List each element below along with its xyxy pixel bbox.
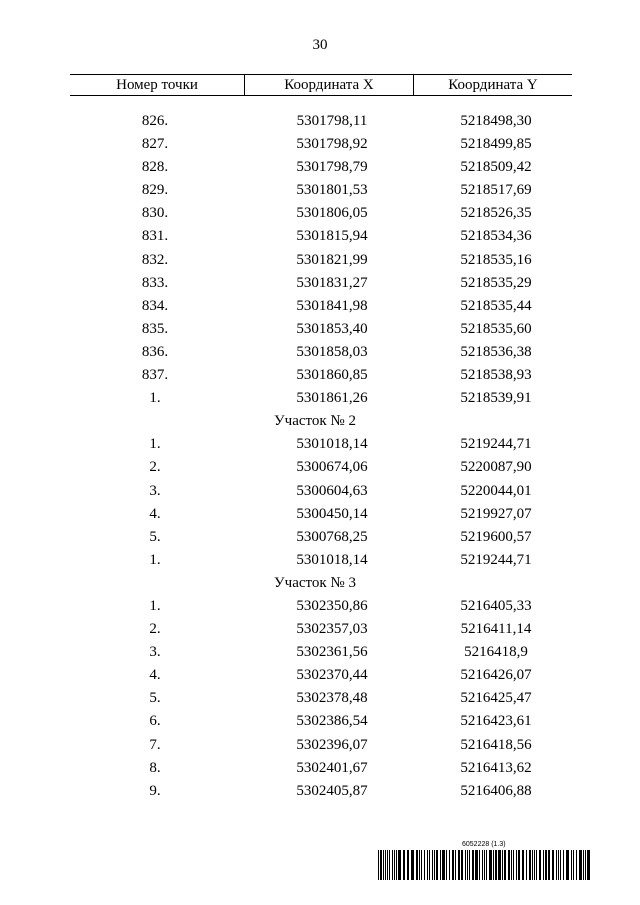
table-row (70, 595, 572, 618)
point-number-cell: 833. (141, 274, 169, 291)
coordinate-y-cell: 5216413,62 (460, 759, 532, 776)
coordinate-x-cell: 5301806,05 (296, 205, 368, 222)
table-row (70, 133, 572, 156)
coordinate-x-cell: 5302378,48 (296, 690, 368, 707)
point-number-cell: 5. (149, 528, 161, 545)
coordinate-x-cell: 5301858,03 (296, 343, 368, 360)
coordinate-y-cell: 5218498,30 (460, 113, 532, 129)
coordinate-y-cell: 5220087,90 (460, 459, 532, 476)
coordinate-x-cell: 5301018,14 (296, 436, 368, 453)
coordinate-y-cell: 5218499,85 (460, 136, 532, 153)
coordinate-x-cell: 5301798,92 (296, 136, 368, 153)
coordinate-y-cell: 5218509,42 (460, 159, 532, 176)
point-number-cell: 1. (149, 597, 161, 614)
barcode-block (378, 841, 590, 881)
coordinate-y-cell: 5218534,36 (460, 228, 532, 245)
coordinate-x-cell: 5302386,54 (296, 713, 368, 730)
header-point-number: Номер точки (70, 75, 245, 95)
barcode-number: 6052228 (1.3) (462, 841, 506, 848)
coordinate-y-cell: 5218535,29 (460, 274, 532, 291)
table-row (70, 318, 572, 341)
table-row (70, 272, 572, 295)
point-number-cell: 832. (141, 251, 169, 268)
coordinate-x-cell: 5301815,94 (296, 228, 368, 245)
point-number-cell: 834. (141, 297, 169, 314)
point-number-cell: 8. (149, 759, 161, 776)
table-row (70, 433, 572, 456)
coordinates-table (70, 74, 572, 803)
coordinate-y-cell: 5220044,01 (460, 482, 532, 499)
coordinate-y-cell: 5219927,07 (460, 505, 532, 522)
table-row (70, 641, 572, 664)
coordinate-x-cell: 5301861,26 (296, 390, 368, 407)
point-number-cell: 7. (149, 736, 161, 753)
coordinate-y-cell: 5218526,35 (460, 205, 532, 222)
point-number-cell: 1. (149, 551, 161, 568)
table-row (70, 387, 572, 410)
table-row (70, 225, 572, 248)
point-number-cell: 830. (141, 205, 169, 222)
point-number-cell: 6. (149, 713, 161, 730)
table-body (70, 110, 572, 803)
point-number-cell: 3. (149, 482, 161, 499)
point-number-cell: 1. (149, 436, 161, 453)
point-number-cell: 4. (149, 667, 161, 684)
section-title: Участок № 3 (274, 574, 356, 591)
coordinate-y-cell: 5216423,61 (460, 713, 532, 730)
coordinate-x-cell: 5301801,53 (296, 182, 368, 199)
coordinate-x-cell: 5302350,86 (296, 597, 368, 614)
coordinate-y-cell: 5218535,16 (460, 251, 532, 268)
coordinate-y-cell: 5216425,47 (460, 690, 532, 707)
coordinate-y-cell: 5219244,71 (460, 551, 532, 568)
coordinate-y-cell: 5218535,60 (460, 320, 532, 337)
table-row (70, 664, 572, 687)
point-number-cell: 2. (149, 459, 161, 476)
table-row (70, 249, 572, 272)
coordinate-y-cell: 5216411,14 (460, 621, 532, 638)
barcode-icon (378, 850, 590, 880)
coordinate-x-cell: 5300768,25 (296, 528, 368, 545)
coordinate-x-cell: 5301821,99 (296, 251, 368, 268)
coordinate-x-cell: 5301841,98 (296, 297, 368, 314)
table-row (70, 503, 572, 526)
coordinate-y-cell: 5218517,69 (460, 182, 532, 199)
page-number: 30 (312, 37, 328, 53)
point-number-cell: 1. (149, 390, 161, 407)
coordinate-x-cell: 5301798,11 (296, 113, 368, 129)
table-row (70, 757, 572, 780)
table-row (70, 110, 572, 133)
table-row (70, 687, 572, 710)
coordinate-x-cell: 5301860,85 (296, 367, 368, 384)
point-number-cell: 9. (149, 782, 161, 799)
coordinate-x-cell: 5300604,63 (296, 482, 368, 499)
coordinate-y-cell: 5219244,71 (460, 436, 532, 453)
header-coordinate-x: Координата X (245, 75, 414, 95)
point-number-cell: 837. (141, 367, 169, 384)
table-row (70, 549, 572, 572)
coordinate-y-cell: 5218538,93 (460, 367, 532, 384)
coordinate-x-cell: 5300674,06 (296, 459, 368, 476)
coordinate-y-cell: 5218539,91 (460, 390, 532, 407)
table-row (70, 156, 572, 179)
coordinate-x-cell: 5300450,14 (296, 505, 368, 522)
point-number-cell: 826. (141, 113, 169, 129)
coordinate-x-cell: 5301018,14 (296, 551, 368, 568)
table-row (70, 341, 572, 364)
point-number-cell: 835. (141, 320, 169, 337)
coordinate-y-cell: 5218535,44 (460, 297, 532, 314)
table-row (70, 618, 572, 641)
section-title: Участок № 2 (274, 413, 356, 430)
coordinate-y-cell: 5219600,57 (460, 528, 532, 545)
table-row (70, 456, 572, 479)
point-number-cell: 3. (149, 644, 161, 661)
point-number-cell: 828. (141, 159, 169, 176)
coordinate-x-cell: 5302405,87 (296, 782, 368, 799)
table-row (70, 480, 572, 503)
table-row (70, 364, 572, 387)
point-number-cell: 831. (141, 228, 169, 245)
table-row (70, 202, 572, 225)
point-number-cell: 836. (141, 343, 169, 360)
coordinate-y-cell: 5216405,33 (460, 597, 532, 614)
table-row (70, 295, 572, 318)
table-row (70, 179, 572, 202)
point-number-cell: 5. (149, 690, 161, 707)
table-row (70, 710, 572, 733)
header-coordinate-y: Координата Y (448, 77, 538, 93)
point-number-cell: 2. (149, 621, 161, 638)
coordinate-x-cell: 5302357,03 (296, 621, 368, 638)
point-number-cell: 4. (149, 505, 161, 522)
coordinate-x-cell: 5302396,07 (296, 736, 368, 753)
coordinate-y-cell: 5216426,07 (460, 667, 532, 684)
table-header (70, 74, 572, 96)
coordinate-y-cell: 5218536,38 (460, 343, 532, 360)
table-row (70, 526, 572, 549)
coordinate-x-cell: 5302361,56 (296, 644, 368, 661)
coordinate-y-cell: 5216406,88 (460, 782, 532, 799)
coordinate-x-cell: 5301798,79 (296, 159, 368, 176)
point-number-cell: 827. (141, 136, 169, 153)
coordinate-x-cell: 5301831,27 (296, 274, 368, 291)
point-number-cell: 829. (141, 182, 169, 199)
coordinate-x-cell: 5301853,40 (296, 320, 368, 337)
table-row (70, 734, 572, 757)
coordinate-x-cell: 5302370,44 (296, 667, 368, 684)
coordinate-y-cell: 5216418,9 (464, 644, 528, 661)
table-row (70, 780, 572, 803)
coordinate-y-cell: 5216418,56 (460, 736, 532, 753)
coordinate-x-cell: 5302401,67 (296, 759, 368, 776)
